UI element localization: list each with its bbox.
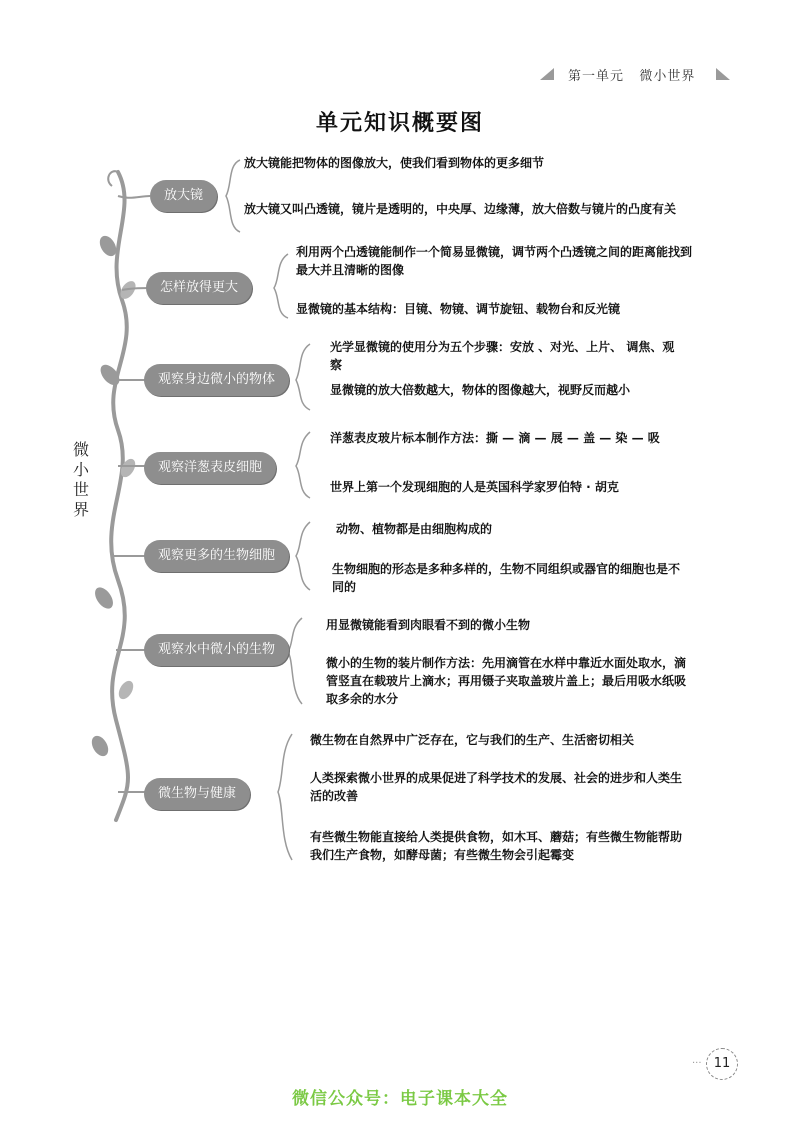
fact-4-2: 世界上第一个发现细胞的人是英国科学家罗伯特 · 胡克	[330, 480, 619, 494]
fact-7-1: 微生物在自然界中广泛存在，它与我们的生产、生活密切相关	[310, 733, 635, 747]
page-title: 单元知识概要图	[315, 110, 484, 136]
fact-2-1: 利用两个凸透镜能制作一个简易显微镜，调节两个凸透镜之间的距离能找到最大并且清晰的图像	[296, 245, 693, 277]
fact-5-1: 动物、植物都是由细胞构成的	[336, 522, 493, 536]
node-guancha-gengduo-xibao: 观察更多的生物细胞	[144, 540, 289, 572]
node-guancha-yangcong: 观察洋葱表皮细胞	[144, 452, 276, 484]
fact-6-2: 微小的生物的装片制作方法：先用滴管在水样中靠近水面处取水，滴管竖直在载玻片上滴水；再用镊子夹取盖玻片盖上；最后用吸水纸吸取多余的水分	[326, 656, 687, 706]
page-number-dots-icon: ···	[692, 1058, 702, 1069]
fact-1-2: 放大镜又叫凸透镜，镜片是透明的，中央厚、边缘薄，放大倍数与镜片的凸度有关	[244, 202, 677, 216]
page-number: 11	[706, 1048, 738, 1080]
fact-7-3: 有些微生物能直接给人类提供食物，如木耳、蘑菇；有些微生物能帮助我们生产食物，如酵母菌；有些微生物会引起霉变	[310, 830, 683, 862]
fact-7-2: 人类探索微小世界的成果促进了科学技术的发展、社会的进步和人类生活的改善	[310, 771, 683, 803]
fact-3-1: 光学显微镜的使用分为五个步骤：安放 、对光、上片、 调焦、观察	[330, 340, 675, 372]
node-fangdajing: 放大镜	[150, 180, 217, 212]
node-guancha-shenbian: 观察身边微小的物体	[144, 364, 289, 396]
fact-4-1: 洋葱表皮玻片标本制作方法：撕 — 滴 — 展 — 盖 — 染 — 吸	[330, 431, 660, 445]
fact-6-1: 用显微镜能看到肉眼看不到的微小生物	[326, 618, 531, 632]
header-unit: 第一单元	[568, 69, 625, 84]
root-label: 微小世界	[72, 440, 89, 519]
footer-watermark: 微信公众号：电子课本大全	[292, 1089, 508, 1109]
node-weishengwu-jiankang: 微生物与健康	[144, 778, 250, 810]
node-guancha-shuizhong: 观察水中微小的生物	[144, 634, 289, 666]
node-zenyang-fangde-gengda: 怎样放得更大	[146, 272, 252, 304]
fact-3-2: 显微镜的放大倍数越大，物体的图像越大，视野反而越小	[330, 383, 631, 397]
header-topic: 微小世界	[639, 69, 696, 84]
fact-5-2: 生物细胞的形态是多种多样的，生物不同组织或器官的细胞也是不同的	[332, 562, 681, 594]
fact-2-2: 显微镜的基本结构：目镜、物镜、调节旋钮、载物台和反光镜	[296, 302, 621, 316]
fact-1-1: 放大镜能把物体的图像放大，使我们看到物体的更多细节	[244, 156, 545, 170]
